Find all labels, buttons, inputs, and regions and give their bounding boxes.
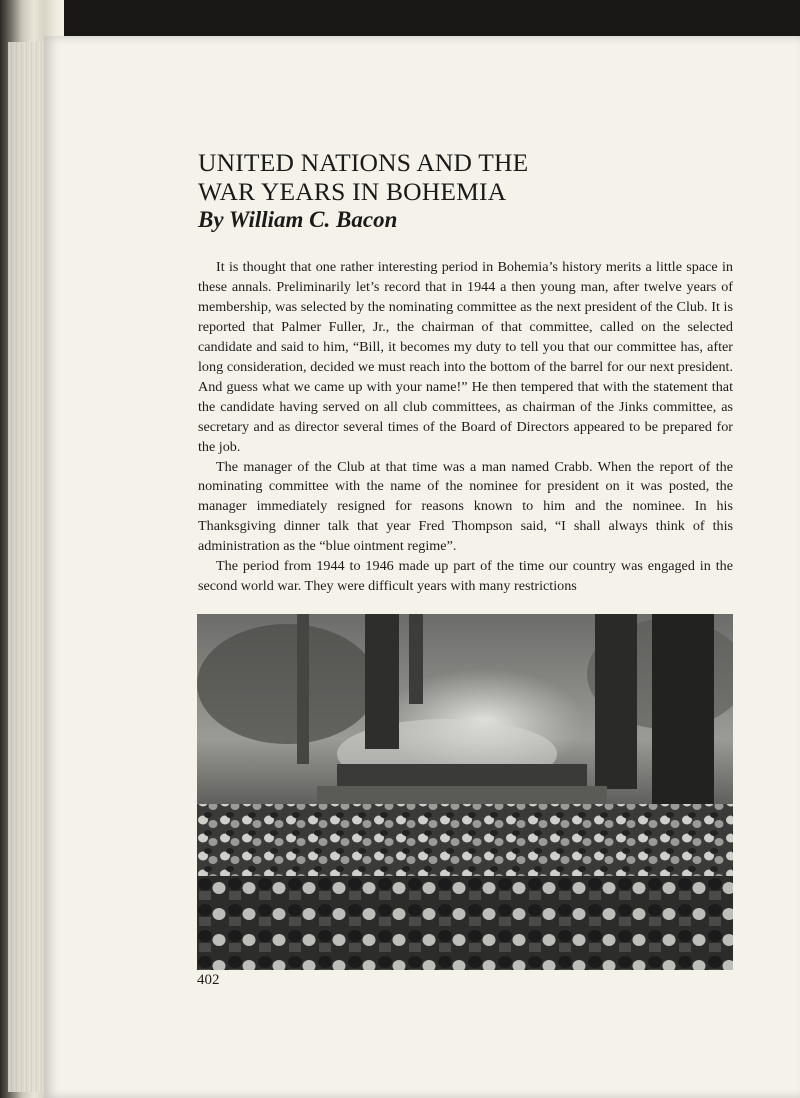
page-number: 402 [197, 972, 220, 988]
grove-audience-photo [197, 614, 733, 970]
article-byline: By William C. Bacon [198, 207, 398, 232]
paragraph-3: The period from 1944 to 1946 made up part of the time our country was engaged in the second world war. They were difficult years with many restrictions [198, 558, 733, 595]
article-title [198, 148, 528, 206]
page-edges [8, 42, 48, 1092]
article-body [198, 258, 733, 597]
article-title-line2: WAR YEARS IN BOHEMIA [198, 177, 507, 206]
paragraph-2: The manager of the Club at that time was a man named Crabb. When the report of the nominating committee with the name of the nominee for president on it was posted, the manager immediately resigned for reasons known to him and the nominee. In his Thanksgiving dinner talk that year Fred Thompson said, “I shall always think of this administration as the “blue ointment regime”. [198, 458, 733, 555]
article-title-line1: UNITED NATIONS AND THE [198, 148, 529, 177]
paragraph-1: It is thought that one rather interesting period in Bohemia’s history merits a little space in these annals. Preliminarily let’s record that in 1944 a then young man, after twelve years of membership, was selected by the nominating committee as the next president of the Club. It is reported that Palmer Fuller, Jr., the chairman of that committee, called on the selected candidate and said to him, “Bill, it becomes my duty to tell you that our committee has, after long consideration, decided we must reach into the bottom of the barrel for our next president. And guess what we came up with your name!” He then tempered that with the statement that the candidate having served on all club committees, as chairman of the Jinks committee, as secretary and as director several times of the Board of Directors appeared to be prepared for the job. [198, 259, 733, 455]
